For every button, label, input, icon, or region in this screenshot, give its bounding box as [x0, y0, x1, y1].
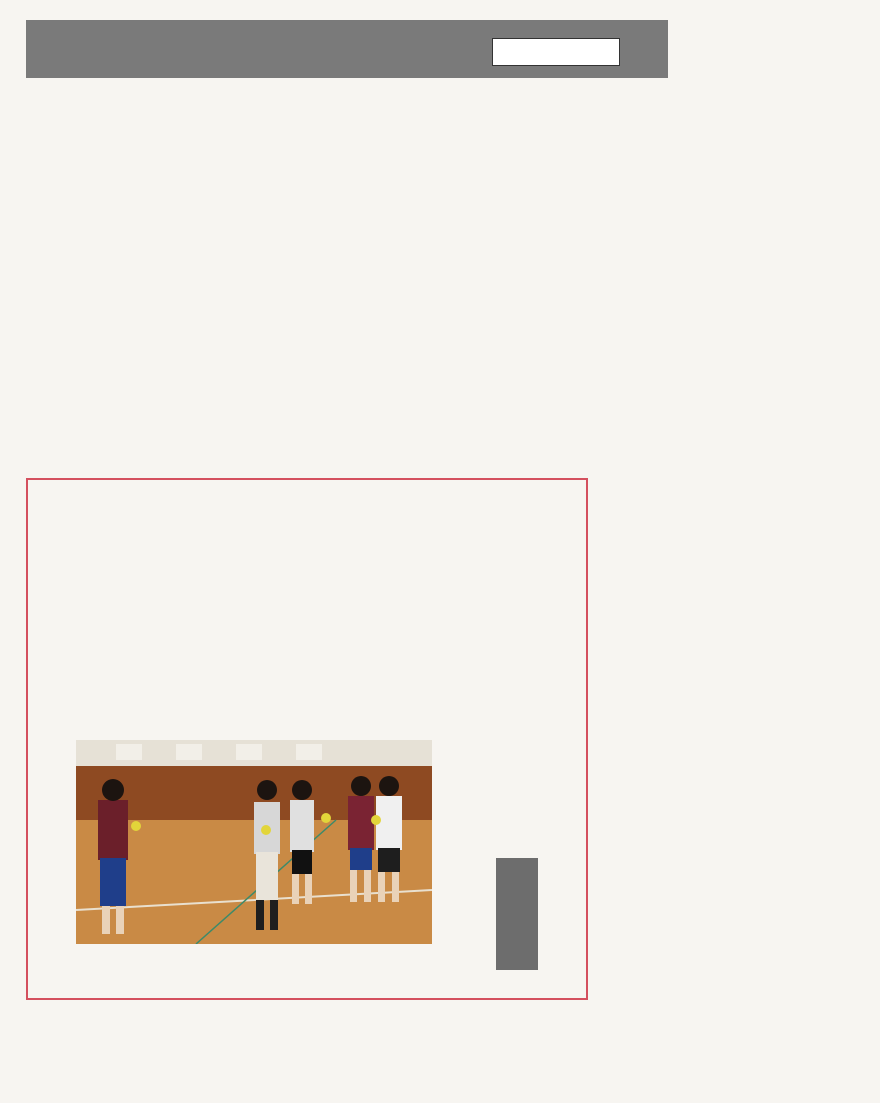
- lead-line-5: [824, 508, 846, 968]
- gym-practice-photo: [76, 740, 432, 944]
- lead-line-2: [824, 22, 846, 470]
- lead-line-4: [846, 508, 868, 968]
- lead-line-6: [802, 508, 824, 968]
- lead-line-1: [846, 22, 868, 470]
- sub-headline: [720, 672, 780, 922]
- sidebar-headline: [488, 492, 550, 852]
- sidebar-body: [36, 494, 482, 734]
- header-subtitle-box: [492, 38, 620, 66]
- article-body-top: [16, 92, 684, 468]
- sidebar-tag: [496, 858, 538, 970]
- lead-line-3: [802, 22, 824, 470]
